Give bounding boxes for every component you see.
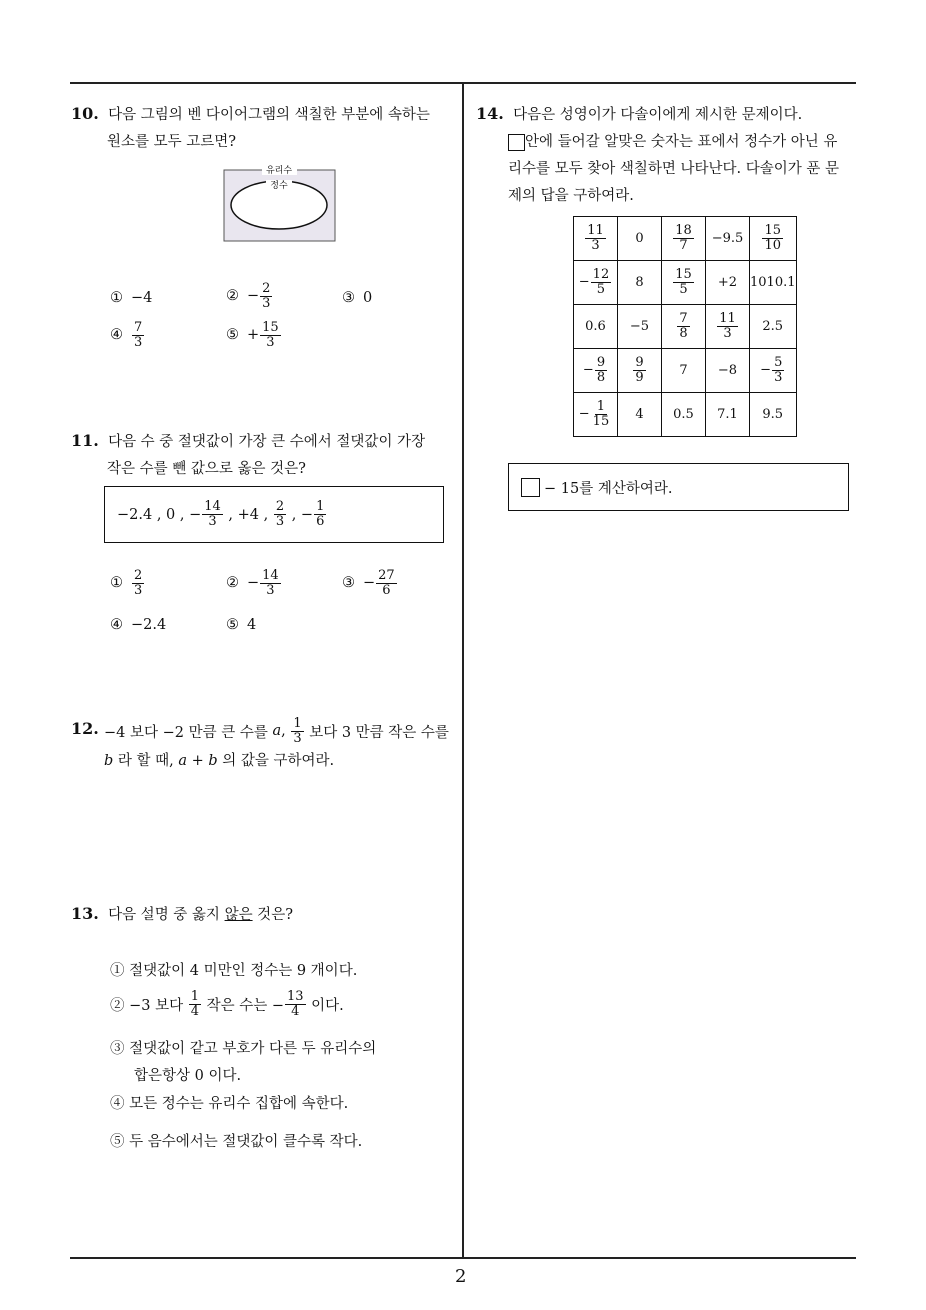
- q14-problem-box: − 15를 계산하여라.: [508, 463, 849, 511]
- grid-row: [574, 261, 797, 305]
- question-14: 14. 다음은 성영이가 다솔이에게 제시한 문제이다. 안에 들어갈 알맞은 숫자는 표에서 정수가 아닌 유 리수를 모두 찾아 색칠하면 나타난다. 다솔이가 푼 문 제의 답을 구하여라.: [476, 104, 840, 204]
- question-12-number: 12.: [71, 719, 99, 738]
- grid-cell: 4: [618, 393, 662, 437]
- grid-cell: $\frac{15}{5}$: [662, 261, 706, 305]
- grid-cell: 0.5: [662, 393, 706, 437]
- grid-cell: +2: [706, 261, 750, 305]
- grid-cell: 0: [618, 217, 662, 261]
- grid-cell: 8: [618, 261, 662, 305]
- blank-box: [521, 478, 540, 497]
- q11-choice-4[interactable]: ④ −2.4: [110, 617, 167, 633]
- venn-diagram: [222, 164, 338, 244]
- q11-choice-5[interactable]: ⑤ 4: [226, 617, 257, 633]
- column-divider: [462, 82, 464, 1259]
- grid-cell: − $\frac{12}{5}$: [574, 261, 618, 305]
- q13-choice-4[interactable]: ④ 모든 정수는 유리수 집합에 속한다.: [110, 1096, 349, 1112]
- grid-cell: $\frac{11}{3}$: [706, 305, 750, 349]
- grid-cell: $\frac{18}{7}$: [662, 217, 706, 261]
- grid-row: [574, 217, 797, 261]
- number-grid: [573, 216, 797, 437]
- page-number: 2: [455, 1266, 467, 1287]
- question-13: 13. 다음 설명 중 옳지 않은 것은?: [71, 904, 293, 923]
- grid-row: [574, 349, 797, 393]
- venn-outer-label: 유리수: [265, 166, 293, 176]
- question-12-text: −4 보다 −2 만큼 큰 수를 a , $\frac{1}{3}$ 보다 3 만큼 작은 수를 b 라 할 때, a + b 의 값을 구하여라.: [104, 716, 449, 770]
- grid-cell: $\frac{7}{8}$: [662, 305, 706, 349]
- q10-choice-2[interactable]: ② − $\frac{2}{3}$: [226, 281, 271, 311]
- grid-row: [574, 393, 797, 437]
- grid-row: [574, 305, 797, 349]
- question-text: 다음 그림의 벤 다이어그램의 색칠한 부분에 속하는: [108, 107, 430, 123]
- q10-choice-1[interactable]: ① −4: [110, 290, 153, 306]
- grid-cell: 7.1: [706, 393, 750, 437]
- grid-cell: 2.5: [750, 305, 797, 349]
- question-number: 10.: [71, 104, 99, 123]
- q10-choice-5[interactable]: ⑤ + $\frac{15}{3}$: [226, 320, 279, 350]
- question-number: 13.: [71, 904, 99, 923]
- grid-cell: 9.5: [750, 393, 797, 437]
- q11-number-box: −2.4 , 0 , − $\frac{14}{3}$ , +4 , $\frac{2}{3}$ , − $\frac{1}{6}$: [104, 486, 444, 543]
- q11-choice-2[interactable]: ② − $\frac{14}{3}$: [226, 568, 279, 598]
- grid-cell: −5: [618, 305, 662, 349]
- grid-cell: $\frac{9}{9}$: [618, 349, 662, 393]
- question-text-2: 원소를 모두 고르면?: [107, 134, 237, 150]
- q13-choice-5[interactable]: ⑤ 두 음수에서는 절댓값이 클수록 작다.: [110, 1134, 363, 1150]
- grid-cell: 7: [662, 349, 706, 393]
- question-text: 다음은 성영이가 다솔이에게 제시한 문제이다.: [513, 107, 803, 123]
- blank-box: [508, 134, 525, 151]
- q10-choice-4[interactable]: ④ $\frac{7}{3}$: [110, 320, 143, 350]
- q11-choice-1[interactable]: ① $\frac{2}{3}$: [110, 568, 143, 598]
- q13-choice-2[interactable]: ② −3 보다 $\frac{1}{4}$ 작은 수는 − $\frac{13}{4}$ 이다.: [110, 989, 344, 1019]
- question-text: 다음 수 중 절댓값이 가장 큰 수에서 절댓값이 가장: [108, 434, 426, 450]
- question-number: 14.: [476, 104, 504, 123]
- grid-cell: −9.5: [706, 217, 750, 261]
- q10-choice-3[interactable]: ③ 0: [342, 290, 373, 306]
- question-text-2: 작은 수를 뺀 값으로 옳은 것은?: [107, 461, 306, 477]
- grid-cell: $\frac{11}{3}$: [574, 217, 618, 261]
- venn-inner-label: 정수: [270, 181, 288, 191]
- question-11: [71, 427, 461, 483]
- question-number: 11.: [71, 431, 99, 450]
- grid-cell: − $\frac{5}{3}$: [750, 349, 797, 393]
- q11-choice-3[interactable]: ③ − $\frac{27}{6}$: [342, 568, 395, 598]
- q13-choice-1[interactable]: ① 절댓값이 4 미만인 정수는 9 개이다.: [110, 963, 358, 979]
- grid-cell: − $\frac{1}{15}$: [574, 393, 618, 437]
- grid-cell: 1010.1: [750, 261, 797, 305]
- grid-cell: $\frac{15}{10}$: [750, 217, 797, 261]
- grid-cell: −8: [706, 349, 750, 393]
- grid-cell: 0.6: [574, 305, 618, 349]
- grid-cell: − $\frac{9}{8}$: [574, 349, 618, 393]
- question-10: [71, 100, 461, 156]
- q13-choice-3[interactable]: ③ 절댓값이 같고 부호가 다른 두 유리수의 합은항상 0 이다.: [110, 1041, 377, 1084]
